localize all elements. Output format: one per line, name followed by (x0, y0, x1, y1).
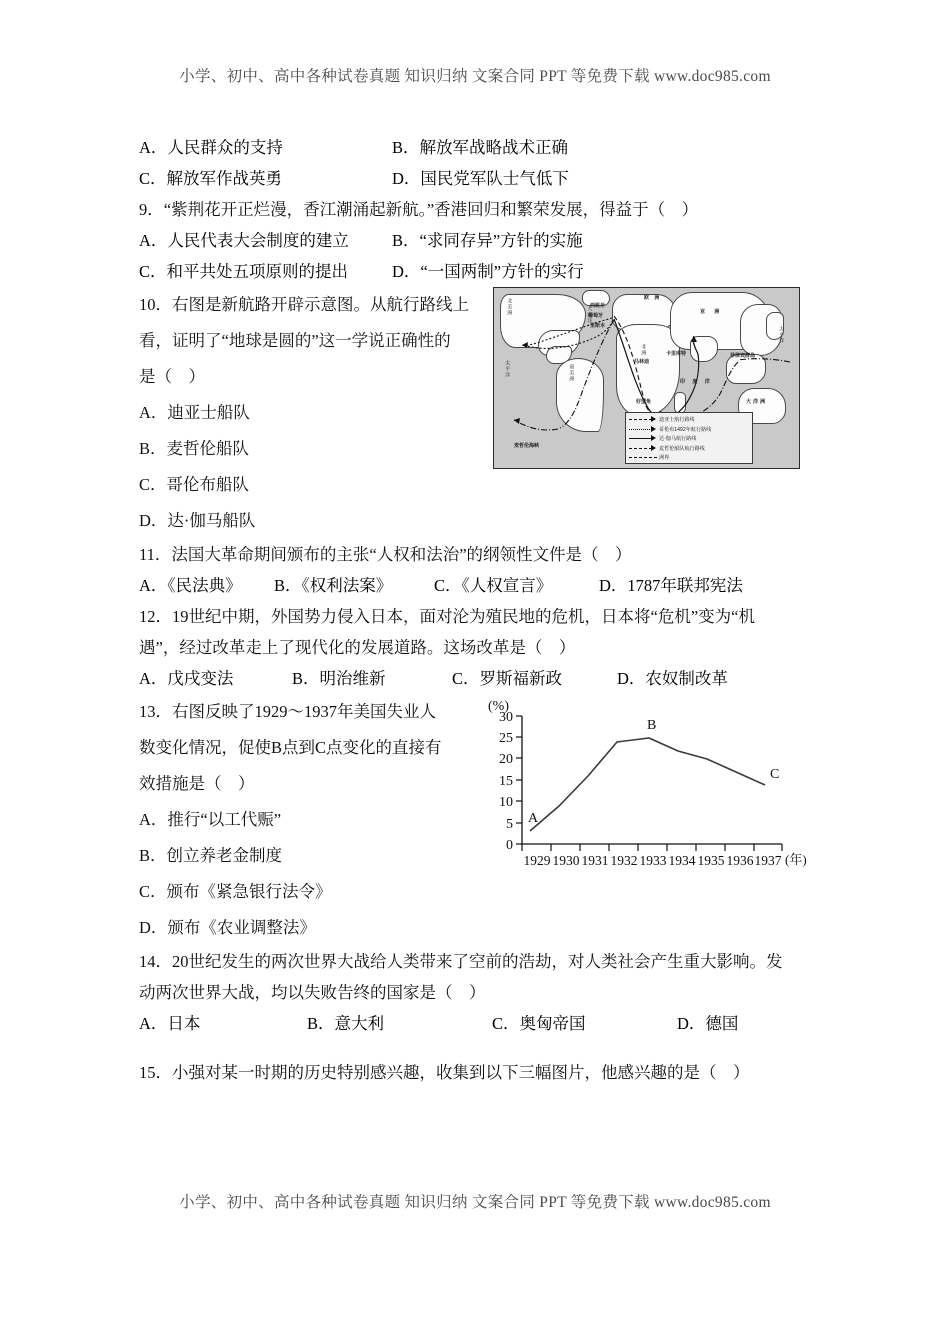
option-row (139, 225, 815, 256)
question-10-text (139, 287, 494, 539)
legend-key-dash-icon (629, 416, 659, 424)
map-label-atlantic: 大西洋 (586, 306, 593, 324)
question-9-stem: 9．“紫荆花开正烂漫，香江潮涌起新航。”香港回归和繁荣发展，得益于（ ） (139, 200, 699, 219)
chart-annotation-a: A (528, 811, 539, 826)
question-15 (139, 1057, 815, 1088)
chart-ytick: 15 (499, 774, 513, 789)
option-c[interactable]: C．奥匈帝国 (492, 1014, 586, 1033)
option-c[interactable]: C．《人权宣言》 (434, 576, 553, 595)
legend-key-border-icon (629, 454, 659, 462)
chart-xtick: 1937 (754, 853, 782, 868)
chart-xtick: 1931 (581, 853, 609, 868)
legend-label: 迪亚士航行路线 (659, 417, 695, 424)
option-a[interactable]: A．日本 (139, 1014, 201, 1033)
question-13-text (139, 694, 494, 946)
legend-key-dashdot-icon (629, 444, 659, 452)
question-12-stem-line: 遇”，经过改革走上了现代化的发展道路。这场改革是（ ） (139, 638, 576, 657)
chart-xtick: 1936 (726, 853, 754, 868)
question-13-stem-line: 数变化情况，促使B点到C点变化的直接有 (139, 738, 442, 757)
map-label-cape-of-good-hope: 好望角 (636, 399, 652, 405)
map-label-portugal: 葡萄牙 (588, 313, 604, 319)
question-13 (139, 694, 815, 946)
question-13-stem-line: 13．右图反映了1929～1937年美国失业人 (139, 702, 436, 721)
option-c[interactable]: C．和平共处五项原则的提出 (139, 262, 349, 281)
question-10-stem-line: 10．右图是新航路开辟示意图。从航行路线上 (139, 295, 469, 314)
question-13-stem-line: 效措施是（ ） (139, 774, 255, 793)
option-a[interactable]: A．人民代表大会制度的建立 (139, 231, 349, 250)
question-spacer (139, 1039, 815, 1057)
option-b[interactable]: B．明治维新 (292, 669, 386, 688)
question-11 (139, 539, 815, 601)
legend-key-solid-icon (629, 435, 659, 443)
question-12-stem-line: 12．19世纪中期，外国势力侵入日本，面对沦为殖民地的危机，日本将“危机”变为“机 (139, 607, 755, 626)
option-c[interactable]: C．哥伦布船队 (139, 475, 250, 494)
map-label-pacific-east: 太平洋 (778, 326, 785, 344)
legend-item (629, 434, 749, 444)
option-b[interactable]: B．解放军战略战术正确 (392, 138, 569, 157)
question-content (139, 132, 815, 1088)
option-row (139, 132, 815, 163)
legend-key-dotted-icon (629, 425, 659, 433)
map-label-oceania: 大洋洲 (746, 399, 768, 405)
chart-xtick: 1935 (697, 853, 725, 868)
option-d[interactable]: D．国民党军队士气低下 (392, 169, 569, 188)
option-d[interactable]: D．颁布《农业调整法》 (139, 918, 316, 937)
map-label-calicut: 卡里库特 (666, 351, 687, 357)
question-14-stem-line: 动两次世界大战，均以失败告终的国家是（ ） (139, 983, 486, 1002)
map-label-south-america: 南美洲 (568, 364, 575, 382)
chart-ytick: 25 (499, 731, 513, 746)
option-row (139, 163, 815, 194)
option-d[interactable]: D．农奴制改革 (617, 669, 728, 688)
question-14 (139, 946, 815, 1039)
option-a[interactable]: A．人民群众的支持 (139, 138, 283, 157)
option-b[interactable]: B．创立养老金制度 (139, 846, 283, 865)
map-label-philippines: 菲律宾群岛 (730, 353, 756, 359)
map-label-lisbon: 里斯本 (590, 323, 606, 329)
option-a[interactable]: A．戊戌变法 (139, 669, 234, 688)
map-label-strait-of-magellan: 麦哲伦海峡 (514, 443, 540, 449)
chart-xtick: 1933 (639, 853, 667, 868)
us-unemployment-chart-figure (482, 696, 812, 871)
option-row (139, 256, 815, 287)
option-c[interactable]: C．罗斯福新政 (452, 669, 563, 688)
chart-ytick: 10 (499, 795, 513, 810)
map-label-malindi: 马林迪 (634, 359, 650, 365)
chart-ytick: 20 (499, 752, 513, 767)
option-b[interactable]: B．“求同存异”方针的实施 (392, 231, 583, 250)
map-label-spain: 西班牙 (590, 303, 606, 309)
option-row (139, 663, 815, 694)
legend-item (629, 425, 749, 435)
option-row (139, 1008, 815, 1039)
new-sea-routes-map-figure (493, 287, 800, 469)
question-10-stem-line: 看，证明了“地球是圆的”这一学说正确性的 (139, 331, 451, 350)
option-d[interactable]: D．德国 (677, 1014, 739, 1033)
legend-item (629, 453, 749, 463)
map-legend (625, 412, 753, 464)
question-14-stem-line: 14．20世纪发生的两次世界大战给人类带来了空前的浩劫，对人类社会产生重大影响。发 (139, 952, 783, 971)
header-watermark: 小学、初中、高中各种试卷真题 知识归纳 文案合同 PPT 等免费下载 www.doc985.com (179, 68, 771, 85)
chart-xtick: 1929 (523, 853, 551, 868)
option-b[interactable]: B．意大利 (307, 1014, 385, 1033)
map-label-north-america: 北美洲 (506, 298, 513, 316)
footer-watermark: 小学、初中、高中各种试卷真题 知识归纳 文案合同 PPT 等免费下载 www.doc985.com (179, 1194, 771, 1211)
option-b[interactable]: B．麦哲伦船队 (139, 439, 250, 458)
chart-ytick: 0 (506, 838, 513, 853)
map-label-pacific-west: 太平洋 (504, 360, 511, 378)
legend-item (629, 415, 749, 425)
chart-series-line (530, 738, 765, 831)
chart-ylabel: (%) (488, 699, 509, 714)
option-row (139, 570, 815, 601)
question-10 (139, 287, 815, 539)
option-d[interactable]: D．达·伽马船队 (139, 511, 256, 530)
question-9 (139, 194, 815, 287)
chart-ytick: 30 (499, 710, 513, 725)
chart-xtick: 1934 (668, 853, 696, 868)
legend-label: 麦哲伦船队航行路线 (659, 445, 705, 452)
chart-xlabel: (年) (785, 852, 807, 867)
option-c[interactable]: C．颁布《紧急银行法令》 (139, 882, 332, 901)
map-label-africa: 非洲 (640, 344, 647, 356)
option-a[interactable]: A．迪亚士船队 (139, 403, 250, 422)
map-label-europe: 欧 洲 (644, 295, 662, 301)
option-d[interactable]: D．1787年联邦宪法 (599, 576, 743, 595)
question-10-stem-line: 是（ ） (139, 367, 205, 386)
question-15-stem: 15．小强对某一时期的历史特别感兴趣，收集到以下三幅图片，他感兴趣的是（ ） (139, 1063, 750, 1082)
option-b[interactable]: B．《权利法案》 (274, 576, 393, 595)
question-11-stem: 11．法国大革命期间颁布的主张“人权和法治”的纲领性文件是（ ） (139, 545, 632, 564)
legend-label: 洲界 (659, 455, 670, 462)
legend-label: 哥伦布1492年航行路线 (659, 426, 712, 433)
legend-item (629, 444, 749, 454)
option-a[interactable]: A．《民法典》 (139, 576, 242, 595)
option-a[interactable]: A．推行“以工代赈” (139, 810, 282, 829)
chart-xtick: 1930 (552, 853, 580, 868)
option-c[interactable]: C．解放军作战英勇 (139, 169, 283, 188)
chart-xtick: 1932 (610, 853, 638, 868)
question-12 (139, 601, 815, 694)
map-label-asia: 亚 洲 (700, 309, 724, 315)
chart-ytick: 5 (506, 817, 513, 832)
chart-annotation-b: B (647, 718, 657, 733)
unemployment-line-chart (482, 696, 812, 871)
map-label-indian-ocean: 印 度 洋 (680, 379, 713, 385)
legend-label: 达·伽马航行路线 (659, 436, 697, 443)
option-d[interactable]: D．“一国两制”方针的实行 (392, 262, 584, 281)
chart-annotation-c: C (770, 767, 780, 782)
question-8-options (139, 132, 815, 194)
